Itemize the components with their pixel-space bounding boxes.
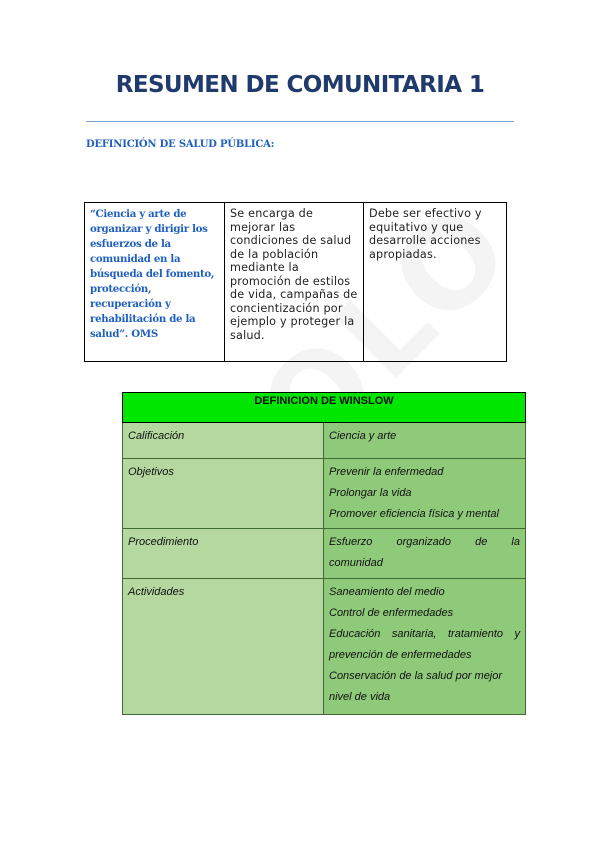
table-row (123, 579, 526, 715)
table-row (123, 423, 526, 459)
list-item: comunidad (329, 557, 383, 569)
row-label-objetivos: Objetivos (123, 459, 324, 529)
table-row (123, 459, 526, 529)
oms-quote-cell: “Ciencia y arte de organizar y dirigir los esfuerzos de la comunidad en la búsqueda del fomento, protección, recuperación y rehabilitación de la salud”. OMS (85, 203, 225, 362)
table-row (123, 393, 526, 423)
row-values-actividades (324, 579, 526, 715)
winslow-table-heading: DEFINICION DE WINSLOW (123, 393, 526, 423)
definition-requirements-cell: Debe ser efectivo y equitativo y que desarrolle acciones apropiadas. (364, 203, 507, 362)
row-values-procedimiento (324, 529, 526, 579)
definition-table (84, 202, 507, 362)
list-item: Promover eficiencia física y mental (329, 508, 499, 520)
list-item: Esfuerzo organizado de la (329, 536, 520, 548)
row-label-calificacion: Calificación (123, 423, 324, 459)
definition-description-cell: Se encarga de mejorar las condiciones de salud de la población mediante la promoción de estilos de vida, campañas de concientización por ejemplo y proteger la salud. (225, 203, 364, 362)
page-title: RESUMEN DE COMUNITARIA 1 (115, 72, 485, 98)
list-item: Control de enfermedades (329, 607, 454, 619)
list-item: Prolongar la vida (329, 487, 412, 499)
list-item: nivel de vida (329, 691, 391, 703)
row-values-calificacion (324, 423, 526, 459)
row-label-procedimiento: Procedimiento (123, 529, 324, 579)
list-item: Educación sanitaria, tratamiento y (329, 628, 520, 640)
section-heading: DEFINICIÓN DE SALUD PÚBLICA: (86, 139, 275, 150)
list-item: Ciencia y arte (329, 430, 397, 442)
winslow-table (122, 392, 526, 715)
title-divider (86, 121, 514, 122)
table-row (85, 203, 507, 362)
list-item: Saneamiento del medio (329, 586, 445, 598)
list-item: prevención de enfermedades (329, 649, 472, 661)
list-item: Prevenir la enfermedad (329, 466, 444, 478)
list-item: Conservación de la salud por mejor (329, 670, 503, 682)
table-row (123, 529, 526, 579)
row-label-actividades: Actividades (123, 579, 324, 715)
row-values-objetivos (324, 459, 526, 529)
